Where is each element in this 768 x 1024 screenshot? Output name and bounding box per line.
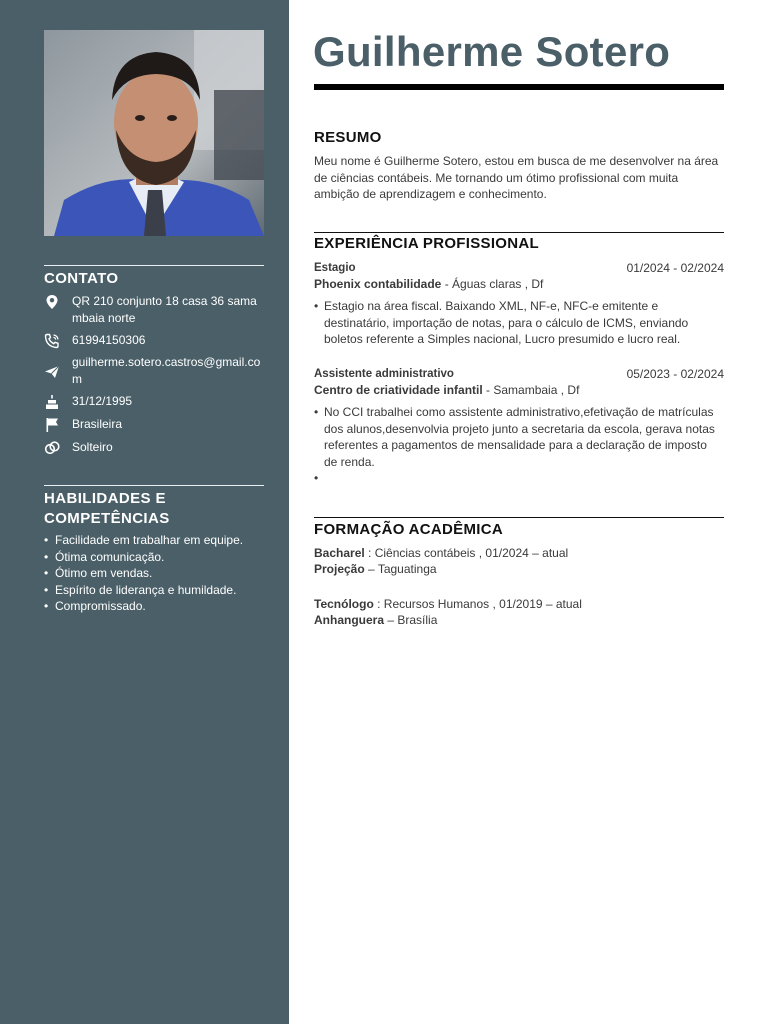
job-company: Phoenix contabilidade: [314, 277, 442, 291]
contact-phone: [44, 332, 264, 349]
skills-heading: HABILIDADES E COMPETÊNCIAS: [44, 485, 264, 529]
list-item: • Compromissado.: [44, 598, 264, 615]
list-item: • Espírito de liderança e humildade.: [44, 582, 264, 599]
candidate-name: Guilherme Sotero: [313, 28, 671, 75]
education-detail: : Recursos Humanos , 01/2019 – atual: [373, 597, 582, 611]
skills-list: [44, 532, 264, 615]
education-school: Projeção: [314, 562, 365, 576]
contact-heading: CONTATO: [44, 265, 264, 289]
divider: [314, 517, 724, 518]
job-title: Estagio: [314, 262, 356, 274]
address-text: QR 210 conjunto 18 casa 36 samambaia norte: [72, 294, 257, 325]
list-item: • Ótima comunicação.: [44, 549, 264, 566]
job-title: Assistente administrativo: [314, 368, 454, 380]
education-school-line: [314, 612, 437, 629]
job-location: - Samambaia , Df: [482, 383, 580, 397]
education-detail: : Ciências contábeis , 01/2024 – atual: [364, 546, 569, 560]
flag-icon: [44, 417, 60, 433]
email-text[interactable]: guilherme.sotero.castros@gmail.com: [72, 355, 261, 386]
education-heading: FORMAÇÃO ACADÊMICA: [314, 521, 503, 538]
education-degree: Tecnólogo: [314, 597, 374, 611]
education-degree-line: [314, 545, 568, 562]
rings-icon: [44, 440, 60, 456]
list-item: • Ótimo em vendas.: [44, 565, 264, 582]
list-item: • No CCI trabalhei como assistente administrativo,efetivação de matrículas dos alunos,desenvolvia projeto junto a secretaria da escola, gerava notas referentes a pagamentos de mensalidade para a declaração de imposto de renda.: [314, 404, 719, 470]
education-location: – Brasília: [384, 613, 438, 627]
job-company-line: [314, 382, 579, 398]
birth-text: 31/12/1995: [72, 394, 133, 408]
nationality-text: Brasileira: [72, 417, 123, 431]
experience-heading: EXPERIÊNCIA PROFISSIONAL: [314, 235, 540, 252]
summary-text: Meu nome é Guilherme Sotero, estou em busca de me desenvolver na área de ciências contábeis. Me tornando um ótimo profissional com muita ambição de aprendizagem e conhecimento.: [314, 154, 719, 201]
summary-heading: RESUMO: [314, 129, 382, 146]
job-dates: 05/2023 - 02/2024: [626, 367, 724, 381]
contact-marital: [44, 439, 264, 456]
divider: [314, 232, 724, 233]
list-item: • Facilidade em trabalhar em equipe.: [44, 532, 264, 549]
sidebar: [0, 0, 289, 1024]
education-school-line: [314, 561, 437, 578]
education-degree: Bacharel: [314, 546, 365, 560]
contact-birth: [44, 393, 264, 410]
education-school: Anhanguera: [314, 613, 385, 627]
education-location: – Taguatinga: [364, 562, 437, 576]
job-dates: 01/2024 - 02/2024: [626, 261, 724, 275]
birthday-cake-icon: [44, 394, 60, 410]
education-degree-line: [314, 596, 582, 613]
paper-plane-icon: [44, 364, 60, 380]
job-bullets: [314, 298, 719, 348]
contact-nationality: [44, 416, 264, 433]
marital-text: Solteiro: [72, 440, 113, 454]
job-location: - Águas claras , Df: [441, 277, 544, 291]
phone-text: 61994150306: [72, 333, 146, 347]
name-underline: [314, 84, 724, 90]
phone-icon: [44, 333, 60, 349]
location-pin-icon: [44, 294, 60, 310]
contact-email: [44, 354, 264, 388]
job-company-line: [314, 276, 543, 292]
job-company: Centro de criatividade infantil: [314, 383, 483, 397]
job-bullets: [314, 404, 719, 470]
contact-address: [44, 293, 264, 327]
list-item: • Estagio na área fiscal. Baixando XML, NF-e, NFC-e emitente e destinatário, importação de notas, para o cálculo de ICMS, enviando boletos referente a Simples nacional, Lucro presumido e lucro real.: [314, 298, 719, 348]
profile-photo: [44, 30, 264, 236]
